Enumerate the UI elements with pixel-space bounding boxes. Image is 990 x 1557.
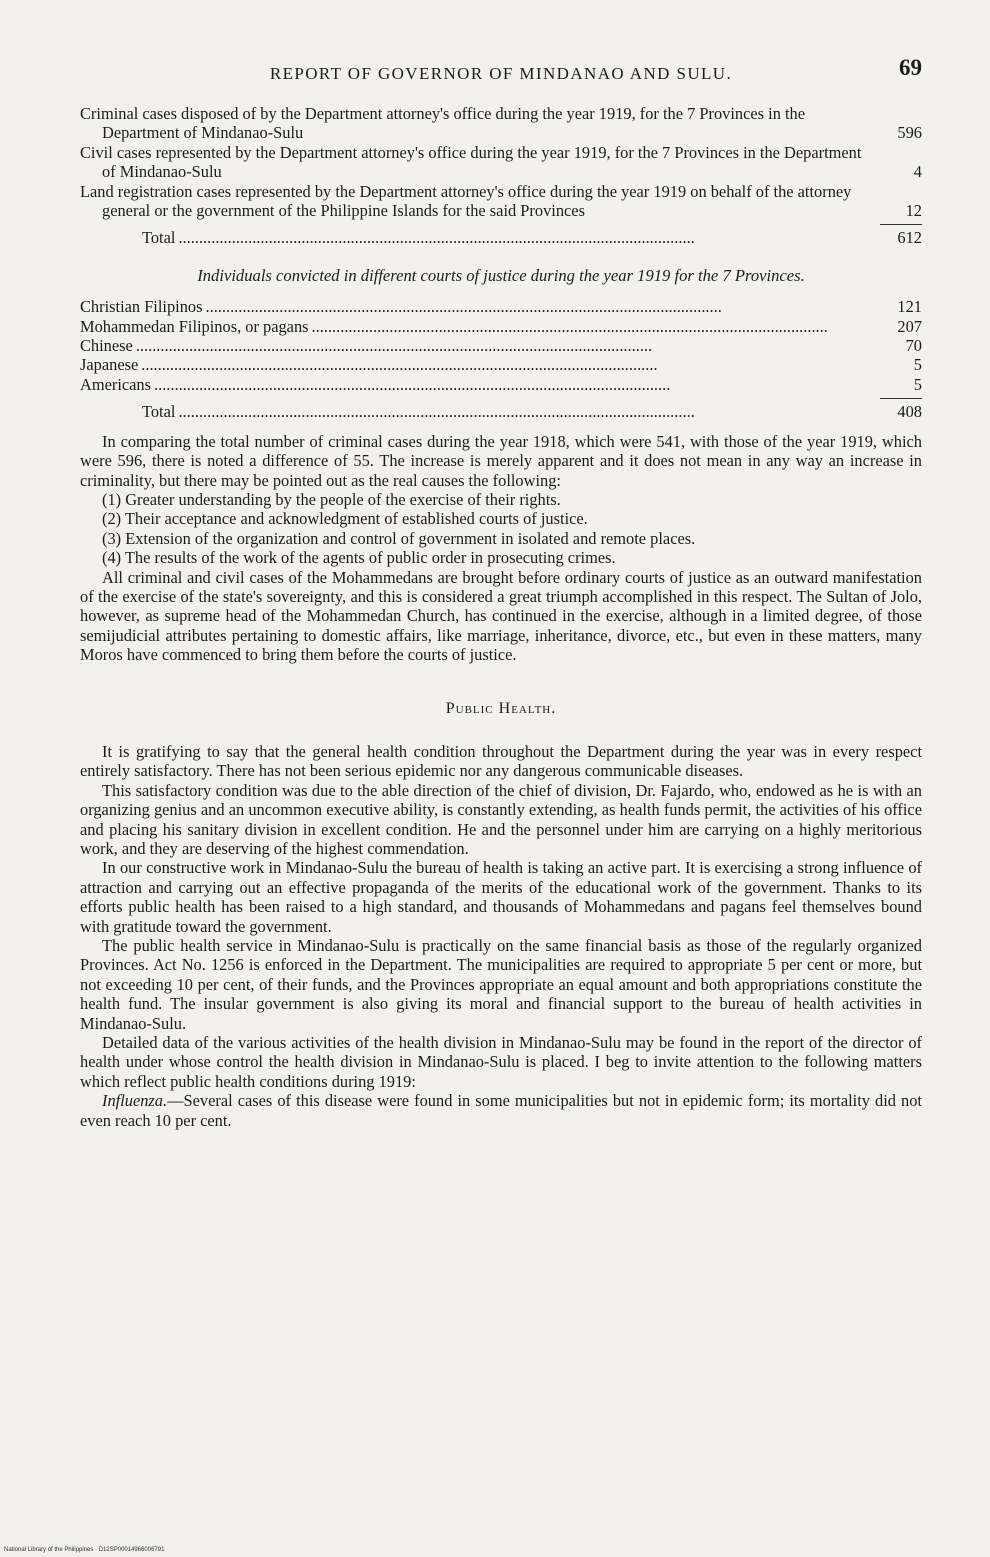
paragraph-comparison: In comparing the total number of criminal cases during the year 1918, which were 541, with those of the year 1919, which were 596, there is noted a difference of 55. The increase is merely apparent and it does not mean in any way an increase in criminality, but there may be pointed out as the real causes the following:: [80, 431, 922, 490]
cause-item-2: (2) Their acceptance and acknowledgment of established courts of justice.: [102, 509, 588, 529]
case-entry-civil: [80, 143, 922, 182]
leader-dots: ..............................................................................................................................: [205, 297, 722, 317]
paragraph-health-4: The public health service in Mindanao-Sulu is practically on the same financial basis as those of the regularly organized Provinces. Act No. 1256 is enforced in the Department. The municipalities are required to appropriate 5 per cent or more, but not exceeding 10 per cent, of their funds, and the Provinces appropriate an equal amount and both appropriations constitute the health fund. The insular government is also giving its moral and financial support to the bureau of health activities in Mindanao-Sulu.: [80, 936, 922, 1033]
page-number: 69: [899, 55, 922, 80]
case-entry-land: [80, 182, 922, 221]
convicted-row: [80, 317, 922, 336]
convicted-value: 5: [913, 355, 922, 375]
convicted-table: [80, 297, 922, 421]
convicted-row: [80, 355, 922, 374]
cause-item-1: (1) Greater understanding by the people of the exercise of their rights.: [102, 489, 561, 509]
convicted-value: 121: [897, 297, 922, 317]
convicted-value: 70: [905, 336, 922, 356]
influenza-term: Influenza.: [102, 1091, 168, 1111]
case-entry-criminal: [80, 104, 922, 143]
convicted-row: [80, 336, 922, 355]
running-header: [80, 55, 922, 90]
paragraph-health-2: This satisfactory condition was due to the able direction of the chief of division, Dr. Fajardo, who, endowed as he is with an organizing genius and an uncommon executive ability, is constantly extending, as health funds permit, the activities of his office and placing his sanitary division in excellent condition. He and the personnel under him are carrying on a highly meritorious work, and they are deserving of the highest commendation.: [80, 780, 922, 858]
case-label: Civil cases represented by the Department attorney's office during the year 1919, for the 7 Provinces in the Department of Mindanao-Sulu: [80, 142, 862, 182]
cause-item-4: (4) The results of the work of the agents of public order in prosecuting crimes.: [102, 548, 616, 568]
paragraph-mohammedan-courts: All criminal and civil cases of the Mohammedans are brought before ordinary courts of justice as an outward manifestation of the exercise of the state's sovereignty, and this is considered a great triumph accomplished in this respect. The Sultan of Jolo, however, as supreme head of the Mohammedan Church, has continued in the exercise, although in a limited degree, of those semijudicial attributes pertaining to domestic affairs, like marriage, inheritance, divorce, etc., but even in these matters, many Moros have commenced to bring them before the courts of justice.: [80, 567, 922, 665]
leader-dots: ..............................................................................................................................: [135, 336, 653, 356]
cases-table: [80, 104, 922, 248]
paragraph-health-1: It is gratifying to say that the general health condition throughout the Department during the year was in every respect entirely satisfactory. There has not been serious epidemic nor any dangerous communicable diseases.: [80, 741, 922, 781]
total-label: Total: [142, 228, 176, 248]
case-label: Criminal cases disposed of by the Department attorney's office during the year 1919, for the 7 Provinces in the Department of Mindanao-Sulu: [80, 104, 806, 143]
leader-dots: ..............................................................................................................................: [178, 228, 695, 248]
case-value: 596: [897, 123, 922, 143]
influenza-text: —Several cases of this disease were found in some municipalities but not in epidemic form; its mortality did not even reach 10 per cent.: [80, 1091, 922, 1130]
convicted-value: 5: [913, 374, 922, 394]
total-label: Total: [142, 402, 176, 422]
convicted-label: Christian Filipinos: [80, 297, 203, 317]
cases-total-row: [80, 228, 922, 247]
total-value: 612: [897, 228, 922, 248]
leader-dots: ..............................................................................................................................: [178, 402, 695, 422]
convicted-label: Chinese: [80, 336, 133, 356]
case-label: Land registration cases represented by the Department attorney's office during the year 1919 on behalf of the attorney general or the government of the Philippine Islands for the said Provinces: [80, 181, 852, 221]
convicted-row: [80, 297, 922, 316]
running-title: REPORT OF GOVERNOR OF MINDANAO AND SULU.: [269, 64, 733, 83]
cause-item-3: (3) Extension of the organization and control of government in isolated and remote places.: [102, 528, 696, 548]
page: [80, 55, 922, 1130]
total-value: 408: [897, 402, 922, 422]
section-heading-public-health: Public Health.: [445, 699, 557, 717]
leader-dots: ..............................................................................................................................: [154, 374, 671, 394]
case-value: 4: [913, 162, 922, 182]
convicted-label: Mohammedan Filipinos, or pagans: [80, 316, 309, 336]
paragraph-health-3: In our constructive work in Mindanao-Sulu the bureau of health is taking an active part. It is exercising a strong influence of attraction and carrying out an effective propaganda of the merits of the educational work of the government. Thanks to its efforts public health has been raised to a high standard, and thousands of Mohammedans and pagans feel themselves bound with gratitude toward the government.: [80, 858, 922, 936]
paragraph-influenza: [80, 1091, 922, 1130]
convicted-value: 207: [897, 316, 922, 336]
leader-dots: ..............................................................................................................................: [311, 316, 828, 336]
sum-rule: [80, 220, 922, 228]
convicted-row: [80, 375, 922, 394]
convicted-caption: Individuals convicted in different courts of justice during the year 1919 for the 7 Provinces.: [197, 265, 805, 285]
paragraph-health-5: Detailed data of the various activities of the health division in Mindanao-Sulu may be found in the report of the director of health under whose control the health division in Mindanao-Sulu is placed. I beg to invite attention to the following matters which reflect public health conditions during 1919:: [80, 1033, 922, 1091]
convicted-label: Americans: [80, 374, 151, 394]
convicted-label: Japanese: [80, 355, 139, 375]
convicted-total-row: [80, 402, 922, 421]
sum-rule: [80, 394, 922, 402]
leader-dots: ..............................................................................................................................: [141, 355, 658, 375]
case-value: 12: [905, 201, 922, 221]
footer-source: National Library of the Philippines · D12SP00014966006791: [4, 1547, 165, 1553]
